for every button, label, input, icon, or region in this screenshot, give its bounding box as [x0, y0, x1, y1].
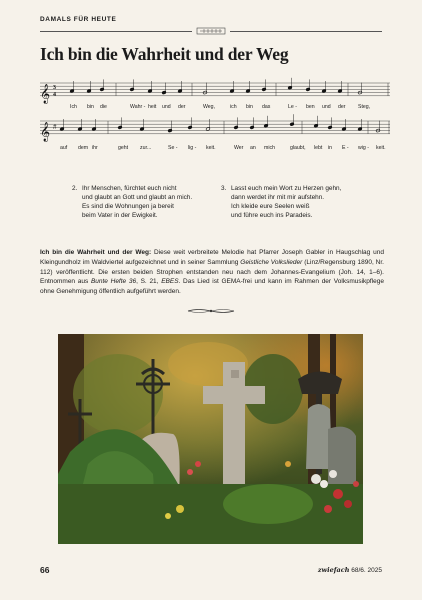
lyric-syllable: wig - — [358, 145, 369, 151]
verse-line: Es sind die Wohnungen ja bereit — [82, 203, 174, 210]
music-staff-2 — [38, 114, 392, 148]
song-title: Ich bin die Wahrheit und der Weg — [40, 44, 289, 64]
lyric-syllable: auf — [60, 145, 68, 151]
source-title: Bunte Hefte 36 — [90, 278, 137, 286]
verse-line: Ihr Menschen, fürchtet euch nicht — [82, 185, 177, 192]
description-text: , S. 21, — [136, 278, 162, 286]
lyric-syllable: glaubt, — [290, 145, 306, 151]
magazine-logo: zwiefach — [317, 566, 350, 574]
lyric-syllable: Se - — [168, 145, 178, 151]
song-description — [40, 248, 384, 297]
lyric-syllable: geht — [118, 145, 129, 151]
page-number: 66 — [40, 565, 50, 575]
lyric-syllable: Steg, — [358, 104, 371, 110]
lyric-syllable: ihr — [92, 145, 98, 151]
cemetery-photo — [58, 334, 363, 544]
lyric-syllable: die — [100, 104, 107, 110]
lyric-syllable: E - — [342, 145, 349, 151]
magazine-footer — [318, 566, 382, 574]
description-text: . Das Lied ist GEMA-frei und kann im Rahmen der Volksmusikpflege ohne Genehmigung öffentlich aufgeführt werden. — [40, 278, 385, 296]
verse-line: und führe euch ins Paradeis. — [231, 212, 313, 219]
lyric-syllable: dem — [78, 145, 89, 151]
treble-clef-icon: 𝄞 — [40, 83, 51, 104]
lyric-syllable: heit — [148, 104, 157, 110]
lyric-syllable: ich — [230, 104, 237, 110]
lyric-syllable: der — [178, 104, 186, 110]
lyric-syllable: mich — [264, 145, 275, 151]
verse-line: Ich kleide eure Seelen weiß — [231, 203, 310, 210]
lyric-syllable: an — [250, 145, 256, 151]
issue-number: 68/6. 2025 — [351, 567, 382, 574]
lyric-syllable: Wahr - — [130, 104, 146, 110]
verse-line: Lasst euch mein Wort zu Herzen gehn, — [231, 185, 342, 192]
svg-text:3: 3 — [53, 84, 56, 91]
publisher-name: EBES — [161, 278, 179, 286]
lyric-syllable: Ich — [70, 104, 77, 110]
lyric-syllable: in — [328, 145, 333, 151]
section-header: DAMALS FÜR HEUTE — [40, 16, 117, 23]
collection-title: Geistliche Volkslieder — [240, 258, 303, 266]
verse-line: dann werdet ihr mit mir aufstehn. — [231, 194, 325, 201]
lyric-syllable: keit. — [206, 145, 216, 151]
lyric-syllable: Wer — [234, 145, 244, 151]
verse-number: 3. — [221, 185, 227, 192]
verse-line: und glaubt an Gott und glaubt an mich. — [82, 194, 193, 201]
svg-text:4: 4 — [53, 91, 56, 98]
description-lead: Ich bin die Wahrheit und der Weg: — [40, 249, 152, 256]
lyric-syllable: und — [322, 104, 331, 110]
treble-clef-icon: 𝄞 — [40, 121, 51, 142]
lyric-syllable: bin — [246, 104, 253, 110]
lyric-syllable: und — [162, 104, 171, 110]
header-ornament-icon — [196, 27, 226, 35]
lyric-syllable: Le - — [288, 104, 297, 110]
verse-number: 2. — [72, 185, 78, 192]
lyric-syllable: lig - — [188, 145, 197, 151]
lyric-syllable: ben — [306, 104, 315, 110]
lyric-syllable: der — [338, 104, 346, 110]
lyrics-line-1 — [40, 104, 390, 112]
lyric-syllable: lebt — [314, 145, 323, 151]
verse-line: beim Vater in der Ewigkeit. — [82, 212, 158, 219]
description-text: (Linz/Regensburg 1890, Nr. 112) veröffentlicht. Die ersten beiden Strophen entstanden neu nach dem Johannes-Evangelium (Joh. 14, 1–6). Entnommen aus — [40, 258, 384, 286]
lyrics-line-2 — [40, 145, 390, 153]
description-text: Diese weit verbreitete Melodie hat Pfarrer Joseph Gabler in Haugschlag und Kleingundholz im Waldviertel aufgezeichnet und in seiner Sammlung — [40, 249, 384, 266]
lyric-syllable: das — [262, 104, 271, 110]
lyric-syllable: Weg, — [203, 104, 216, 110]
header-rule-right — [230, 31, 382, 32]
lyric-syllable: bin — [87, 104, 94, 110]
lyric-syllable: keit. — [376, 145, 386, 151]
divider-ornament-icon — [186, 307, 236, 315]
header-rule-left — [40, 31, 192, 32]
lyric-syllable: zur... — [140, 145, 152, 151]
svg-text:#: # — [53, 123, 57, 131]
